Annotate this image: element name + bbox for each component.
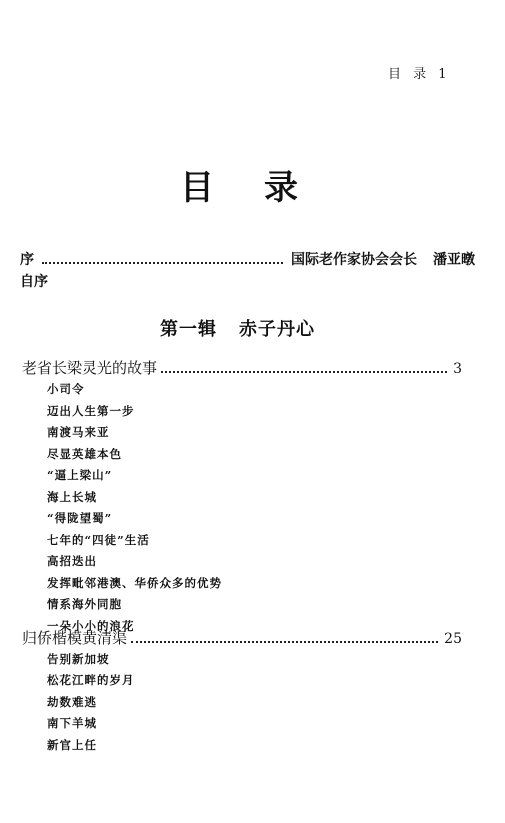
page-header: 目 录 1 xyxy=(388,67,451,82)
subtopic-item[interactable]: 小司令 xyxy=(47,382,85,396)
self-preface-entry[interactable]: 自序 xyxy=(20,274,48,290)
subtopic-item[interactable]: 松花江畔的岁月 xyxy=(47,673,135,687)
preface-entry[interactable] xyxy=(20,249,475,269)
subtopic-item[interactable]: 新官上任 xyxy=(47,738,97,752)
subtopic-item[interactable]: 发挥毗邻港澳、华侨众多的优势 xyxy=(47,576,222,590)
preface-author-name: 潘亚暾 xyxy=(433,252,475,268)
section-title: 赤子丹心 xyxy=(239,319,315,340)
chapter-page: 3 xyxy=(453,361,462,377)
dot-leader xyxy=(131,641,438,643)
subtopic-item[interactable]: 海上长城 xyxy=(47,490,97,504)
chapter-page: 25 xyxy=(444,631,462,647)
chapter-title: 归侨楷模黄清渠 xyxy=(22,629,128,647)
subtopic-item[interactable]: “逼上梁山” xyxy=(47,468,113,482)
subtopic-item[interactable]: 一朵小小的浪花 xyxy=(47,619,135,633)
subtopic-item[interactable]: 迈出人生第一步 xyxy=(47,404,135,418)
subtopic-item[interactable]: 情系海外同胞 xyxy=(47,597,122,611)
subtopic-item[interactable]: 尽显英雄本色 xyxy=(47,447,122,461)
chapter-title: 老省长梁灵光的故事 xyxy=(22,359,158,377)
section-heading xyxy=(160,315,315,341)
subtopic-item[interactable]: 告别新加坡 xyxy=(47,652,110,666)
dot-leader xyxy=(161,371,447,373)
subtopic-item[interactable]: 南下羊城 xyxy=(47,716,97,730)
page-title: 目录 xyxy=(180,168,348,208)
subtopic-item[interactable]: “得陇望蜀” xyxy=(47,511,113,525)
preface-label: 序 xyxy=(20,252,34,268)
subtopic-item[interactable]: 高招迭出 xyxy=(47,554,97,568)
preface-author-title: 国际老作家协会会长 xyxy=(291,252,417,268)
chapter-entry[interactable] xyxy=(22,627,462,648)
section-part: 第一辑 xyxy=(160,319,217,340)
subtopic-item[interactable]: 七年的“四徒”生活 xyxy=(47,533,150,547)
dot-leader xyxy=(42,262,283,264)
chapter-entry[interactable] xyxy=(22,357,462,378)
preface-author xyxy=(291,249,475,269)
subtopic-item[interactable]: 南渡马来亚 xyxy=(47,425,110,439)
subtopic-item[interactable]: 劫数难逃 xyxy=(47,695,97,709)
